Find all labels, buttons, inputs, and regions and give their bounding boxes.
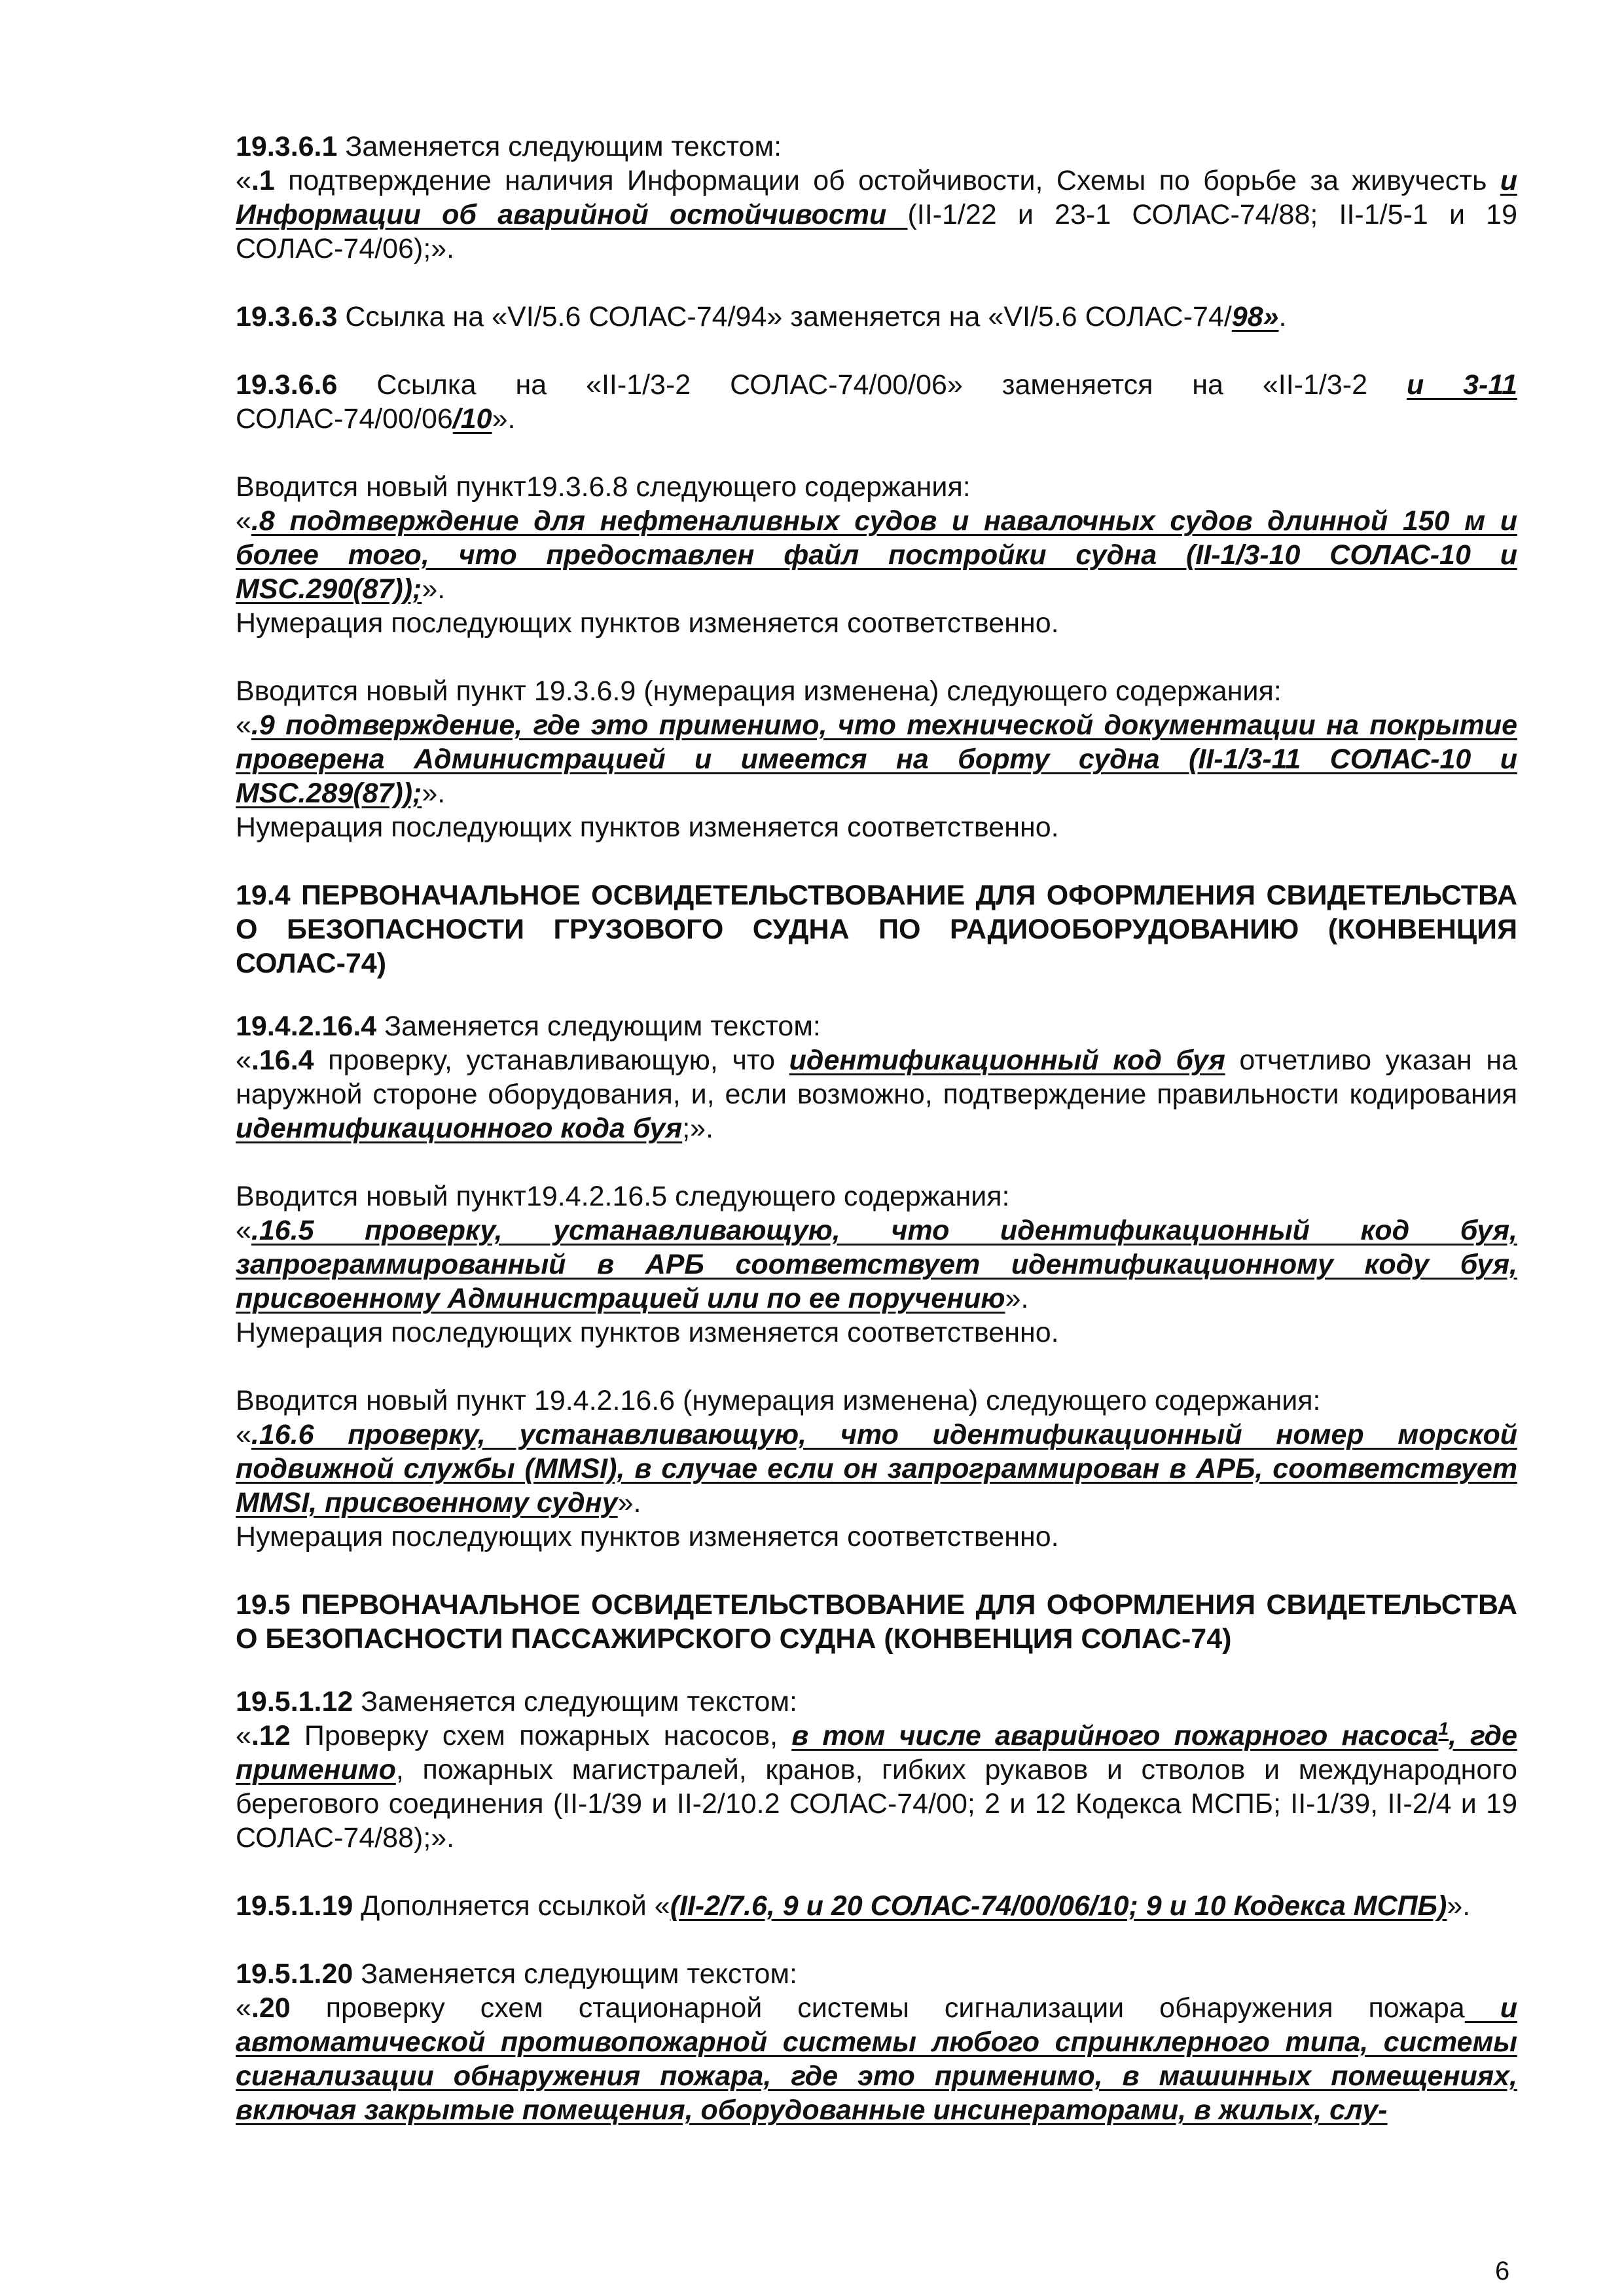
inserted-text: .9 подтверждение, где это применимо, что технической документации на покрытие проверена Администрацией и имеется на борту судна (II-1/3-11 СОЛАС-10 и MSC.289(87)); (236, 709, 1517, 809)
paragraph-19-5-1-12-text: «.12 Проверку схем пожарных насосов, в том числе аварийного пожарного насоса$^1$, где применимо, пожарных магистралей, кранов, гибких рукавов и стволов и международного берегового соединения (II-1/39 и II-2/10.2 СОЛАС-74/00; 2 и 12 Кодекса МСПБ; II-1/39, II-2/4 и 19 СОЛАС-74/88);». (236, 1718, 1517, 1854)
clause-number: 19.3.6.1 (236, 131, 338, 162)
inserted-text: идентификационный код буя (789, 1045, 1225, 1076)
clause-number: 19.3.6.3 (236, 301, 338, 332)
paragraph-19-4-2-16-4-text: «.16.4 проверку, устанавливающую, что идентификационный код буя отчетливо указан на наружной стороне оборудования, и, если возможно, подтверждение правильности кодирования идентификационного кода буя;». (236, 1045, 1517, 1144)
clause-number: 19.5.1.12 (236, 1686, 353, 1717)
paragraph-19-5-1-19: 19.5.1.19 Дополняется ссылкой «(II-2/7.6, 9 и 20 СОЛАС-74/00/06/10; 9 и 10 Кодекса МСПБ)». (236, 1890, 1471, 1922)
paragraph-new-19-3-6-8-intro: Вводится новый пункт19.3.6.8 следующего содержания: (236, 471, 971, 503)
document-page (236, 130, 1517, 2127)
inserted-text: /10 (452, 403, 492, 435)
section-heading-19-4: 19.4 ПЕРВОНАЧАЛЬНОЕ ОСВИДЕТЕЛЬСТВОВАНИЕ ДЛЯ ОФОРМЛЕНИЯ СВИДЕТЕЛЬСТВА О БЕЗОПАСНОСТИ ГРУЗОВОГО СУДНА ПО РАДИООБОРУДОВАНИЮ (КОНВЕНЦИЯ СОЛАС-74) (236, 880, 1517, 979)
paragraph-19-5-1-12-intro: 19.5.1.12 Заменяется следующим текстом: (236, 1686, 797, 1717)
clause-number: 19.4.2.16.4 (236, 1011, 377, 1042)
inserted-text: 98» (1231, 301, 1279, 332)
inserted-text: , где применимо (236, 1720, 1517, 1785)
paragraph-19-4-2-16-4-intro: 19.4.2.16.4 Заменяется следующим текстом: (236, 1011, 821, 1042)
paragraph-19-3-6-3: 19.3.6.3 Ссылка на «VI/5.6 СОЛАС-74/94» заменяется на «VI/5.6 СОЛАС-74/98». (236, 301, 1287, 332)
paragraph-new-19-4-2-16-5-text: «.16.5 проверку, устанавливающую, что идентификационный код буя, запрограммированный в АРБ соответствует идентификационному коду буя, присвоенному Администрацией или по ее поручению». (236, 1215, 1517, 1314)
paragraph-new-19-4-2-16-5-intro: Вводится новый пункт19.4.2.16.5 следующего содержания: (236, 1181, 1010, 1212)
inserted-text: и Информации об аварийной остойчивости (236, 165, 1517, 230)
clause-number: 19.5.1.19 (236, 1890, 353, 1922)
paragraph-19-3-6-1-text: «.1 подтверждение наличия Информации об остойчивости, Схемы по борьбе за живучесть и Информации об аварийной остойчивости (II-1/22 и 23-1 СОЛАС-74/88; II-1/5-1 и 19 СОЛАС-74/06);». (236, 165, 1517, 264)
paragraph-new-19-4-2-16-6-intro: Вводится новый пункт 19.4.2.16.6 (нумерация изменена) следующего содержания: (236, 1385, 1321, 1416)
clause-number: 19.5.1.20 (236, 1958, 353, 1990)
paragraph-new-19-3-6-9-intro: Вводится новый пункт 19.3.6.9 (нумерация изменена) следующего содержания: (236, 675, 1282, 707)
section-heading-19-5: 19.5 ПЕРВОНАЧАЛЬНОЕ ОСВИДЕТЕЛЬСТВОВАНИЕ ДЛЯ ОФОРМЛЕНИЯ СВИДЕТЕЛЬСТВА О БЕЗОПАСНОСТИ ПАССАЖИРСКОГО СУДНА (КОНВЕНЦИЯ СОЛАС-74) (236, 1589, 1517, 1655)
paragraph-19-3-6-6: 19.3.6.6 Ссылка на «II-1/3-2 СОЛАС-74/00/06» заменяется на «II-1/3-2 и 3-11 СОЛАС-74/00/06/10». (236, 369, 1517, 435)
paragraph-19-5-1-20-text: «.20 проверку схем стационарной системы сигнализации обнаружения пожара и автоматической противопожарной системы любого спринклерного типа, системы сигнализации обнаружения пожара, где это применимо, в машинных помещениях, включая закрытые помещения, оборудованные инсинераторами, в жилых, слу- (236, 1992, 1518, 2126)
inserted-text: .16.6 проверку, устанавливающую, что идентификационный номер морской подвижной службы (MMSI), в случае если он запрограммирован в АРБ, соответствует MMSI, присвоенному судну (236, 1419, 1517, 1518)
inserted-text: в том числе аварийного пожарного насоса (791, 1720, 1439, 1751)
inserted-text: .8 подтверждение для нефтеналивных судов и навалочных судов длинной 150 м и более того, что предоставлен файл постройки судна (II-1/3-10 СОЛАС-10 и MSC.290(87)); (236, 505, 1517, 605)
renumbering-note: Нумерация последующих пунктов изменяется соответственно. (236, 607, 1059, 639)
inserted-text: идентификационного кода буя (236, 1113, 683, 1144)
renumbering-note: Нумерация последующих пунктов изменяется соответственно. (236, 812, 1059, 843)
paragraph-19-3-6-1-intro: 19.3.6.1 Заменяется следующим текстом: (236, 131, 782, 162)
paragraph-new-19-4-2-16-6-text: «.16.6 проверку, устанавливающую, что идентификационный номер морской подвижной службы (MMSI), в случае если он запрограммирован в АРБ, соответствует MMSI, присвоенному судну». (236, 1419, 1517, 1518)
inserted-text: .16.5 проверку, устанавливающую, что идентификационный код буя, запрограммированный в АРБ соответствует идентификационному коду буя, присвоенному Администрацией или по ее поручению (236, 1215, 1517, 1314)
inserted-text: и автоматической противопожарной системы любого спринклерного типа, системы сигнализации обнаружения пожара, где это применимо, в машинных помещениях, включая закрытые помещения, оборудованные инсинераторами, в жилых, слу- (236, 1992, 1518, 2126)
renumbering-note: Нумерация последующих пунктов изменяется соответственно. (236, 1521, 1059, 1552)
footnote-ref[interactable]: 1 (1438, 1718, 1449, 1739)
paragraph-new-19-3-6-9-text: «.9 подтверждение, где это применимо, что технической документации на покрытие проверена Администрацией и имеется на борту судна (II-1/3-11 СОЛАС-10 и MSC.289(87));». (236, 709, 1517, 809)
paragraph-new-19-3-6-8-text: «.8 подтверждение для нефтеналивных судов и навалочных судов длинной 150 м и более того, что предоставлен файл постройки судна (II-1/3-10 СОЛАС-10 и MSC.290(87));». (236, 505, 1517, 605)
clause-number: 19.3.6.6 (236, 369, 338, 401)
renumbering-note: Нумерация последующих пунктов изменяется соответственно. (236, 1317, 1059, 1348)
paragraph-19-5-1-20-intro: 19.5.1.20 Заменяется следующим текстом: (236, 1958, 797, 1990)
inserted-text: и 3-11 (1406, 369, 1517, 401)
page-number: 6 (1495, 2257, 1510, 2286)
inserted-text: (II-2/7.6, 9 и 20 СОЛАС-74/00/06/10; 9 и 10 Кодекса МСПБ) (670, 1890, 1447, 1922)
